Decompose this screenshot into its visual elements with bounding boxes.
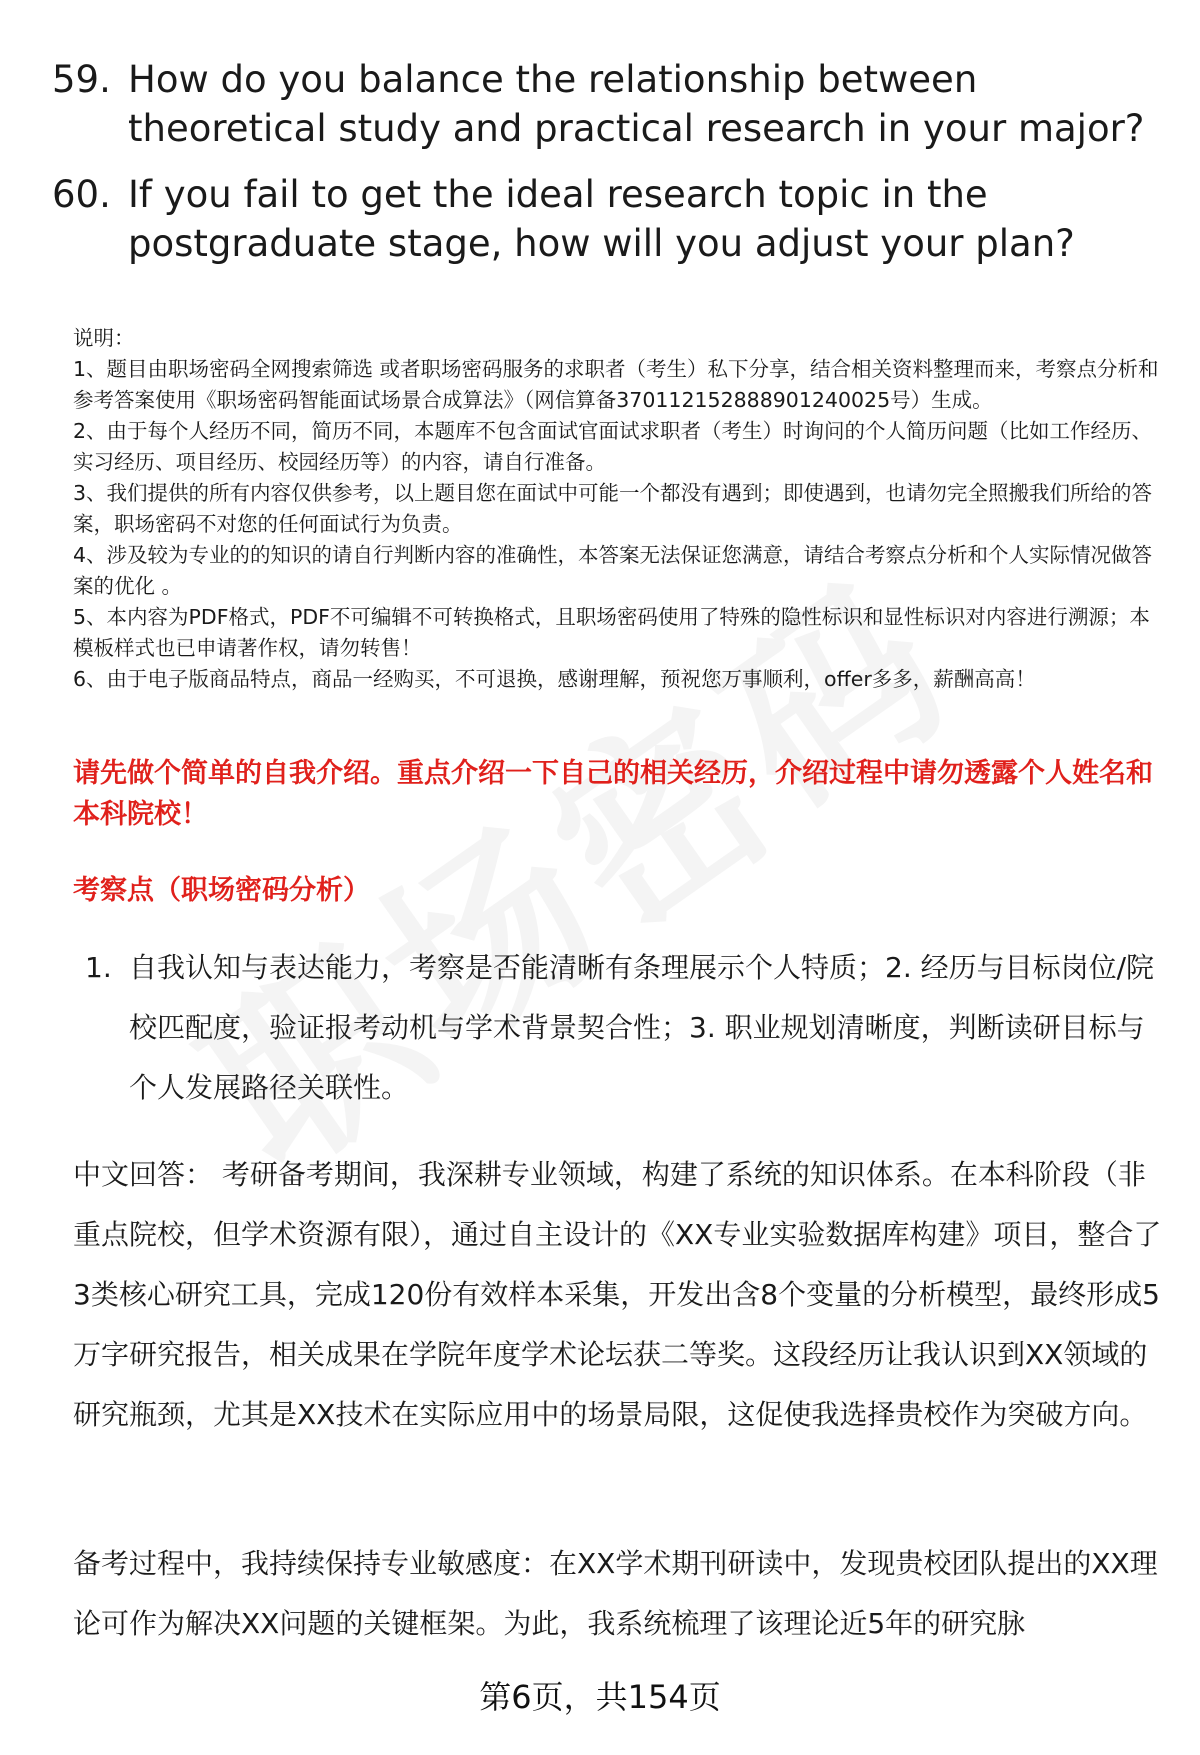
- answer-paragraph: 中文回答： 考研备考期间，我深耕专业领域，构建了系统的知识体系。在本科阶段（非重点院校，但学术资源有限），通过自主设计的《XX专业实验数据库构建》项目，整合了3类核心研究工具，完成120份有效样本采集，开发出含8个变量的分析模型，最终形成5万字研究报告，相关成果在学院年度学术论坛获二等奖。这段经历让我认识到XX领域的研究瓶颈，尤其是XX技术在实际应用中的场景局限，这促使我选择贵校作为突破方向。: [73, 1158, 1162, 1431]
- question-text: How do you balance the relationship between theoretical study and practical research in your major?: [128, 58, 1145, 150]
- answer-paragraph: 备考过程中，我持续保持专业敏感度：在XX学术期刊研读中，发现贵校团队提出的XX理论可作为解决XX问题的关键框架。为此，我系统梳理了该理论近5年的研究脉: [73, 1547, 1158, 1640]
- question-59: [52, 55, 1162, 153]
- analysis-text: 自我认知与表达能力，考察是否能清晰有条理展示个人特质；2. 经历与目标岗位/院校匹配度，验证报考动机与学术背景契合性；3. 职业规划清晰度，判断读研目标与个人发展路径关联性。: [129, 951, 1155, 1104]
- question-60: [52, 170, 1162, 268]
- analysis-number: 1.: [85, 951, 112, 984]
- note-item: 3、我们提供的所有内容仅供参考，以上题目您在面试中可能一个都没有遇到；即使遇到，也请勿完全照搬我们所给的答案，职场密码不对您的任何面试行为负责。: [73, 481, 1153, 536]
- question-text: If you fail to get the ideal research topic in the postgraduate stage, how will you adjust your plan?: [128, 173, 1075, 265]
- main-question: 请先做个简单的自我介绍。重点介绍一下自己的相关经历，介绍过程中请勿透露个人姓名和本科院校！: [73, 758, 1153, 830]
- analysis-list-item: [85, 938, 1160, 1118]
- disclaimer-notes: [73, 323, 1163, 695]
- note-item: 6、由于电子版商品特点，商品一经购买，不可退换，感谢理解，预祝您万事顺利，offer多多，薪酬高高！: [73, 667, 1036, 691]
- note-item: 1、题目由职场密码全网搜索筛选 或者职场密码服务的求职者（考生）私下分享，结合相关资料整理而来，考察点分析和参考答案使用《职场密码智能面试场景合成算法》（网信算备370112152888901240025号）生成。: [73, 357, 1159, 412]
- note-item: 2、由于每个人经历不同，简历不同，本题库不包含面试官面试求职者（考生）时询问的个人简历问题（比如工作经历、实习经历、项目经历、校园经历等）的内容，请自行准备。: [73, 419, 1153, 474]
- note-item: 4、涉及较为专业的的知识的请自行判断内容的准确性，本答案无法保证您满意，请结合考察点分析和个人实际情况做答案的优化 。: [73, 543, 1153, 598]
- question-number: 59.: [52, 58, 111, 101]
- page-number: 第6页，共154页: [479, 1678, 721, 1716]
- analysis-heading: 考察点（职场密码分析）: [73, 875, 370, 906]
- note-item: 5、本内容为PDF格式，PDF不可编辑不可转换格式，且职场密码使用了特殊的隐性标识和显性标识对内容进行溯源；本模板样式也已申请著作权，请勿转售！: [73, 605, 1150, 660]
- notes-title: 说明：: [73, 326, 135, 350]
- question-number: 60.: [52, 173, 111, 216]
